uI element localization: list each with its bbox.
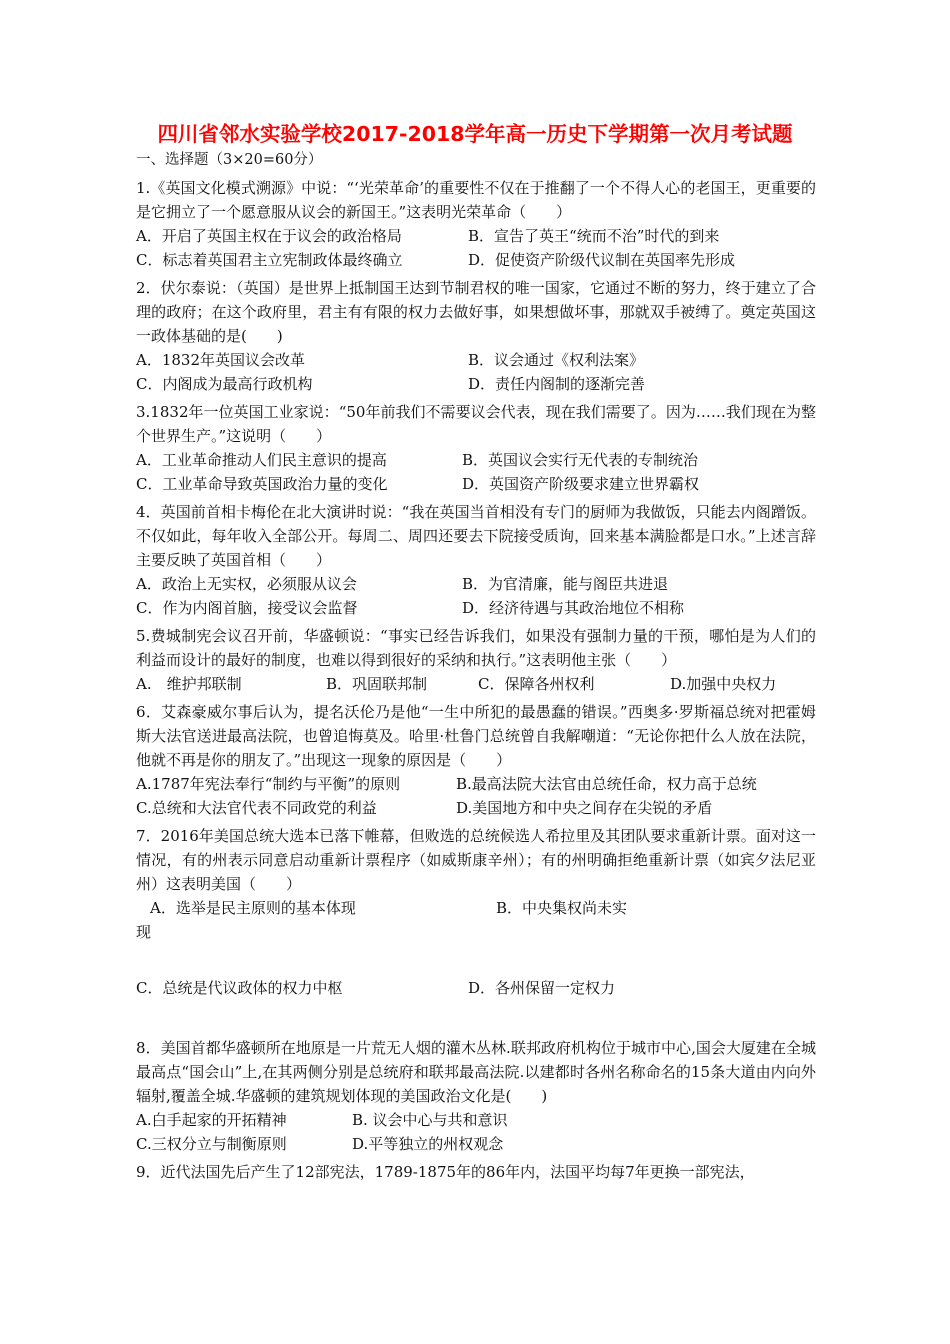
question-stem: 3.1832年一位英国工业家说：“50年前我们不需要议会代表，现在我们需要了。因为……我们现在为整个世界生产。”这说明（ ）	[136, 403, 816, 445]
option-b: B．中央集权尚未实	[496, 899, 628, 917]
question-8	[136, 1036, 816, 1156]
question-9	[136, 1160, 816, 1184]
option-b: B．英国议会实行无代表的专制统治	[462, 451, 699, 469]
option-b-continuation: 现	[136, 923, 152, 941]
option-d: D.平等独立的州权观念	[352, 1135, 504, 1153]
option-row	[136, 596, 816, 620]
option-d: D．责任内阁制的逐渐完善	[468, 375, 646, 393]
option-a: A．工业革命推动人们民主意识的提高	[136, 451, 387, 469]
option-d: D.美国地方和中央之间存在尖锐的矛盾	[456, 799, 713, 817]
option-d: D．经济待遇与其政治地位不相称	[462, 599, 685, 617]
question-stem: 7．2016年美国总统大选本已落下帷幕，但败选的总统候选人希拉里及其团队要求重新计票。面对这一情况，有的州表示同意启动重新计票程序（如威斯康辛州）；有的州明确拒绝重新计票（如宾夕法尼亚州）这表明美国（ ）	[136, 827, 816, 893]
option-row	[136, 896, 816, 920]
option-c: C．工业革命导致英国政治力量的变化	[136, 475, 388, 493]
option-c: C．作为内阁首脑，接受议会监督	[136, 599, 358, 617]
question-2	[136, 276, 816, 396]
option-d: D．促使资产阶级代议制在英国率先形成	[468, 251, 736, 269]
option-a: A.1787年宪法奉行“制约与平衡”的原则	[136, 775, 401, 793]
option-c: C．标志着英国君主立宪制政体最终确立	[136, 251, 403, 269]
option-a: A．开启了英国主权在于议会的政治格局	[136, 227, 402, 245]
option-b: B.最高法院大法官由总统任命，权力高于总统	[456, 775, 757, 793]
option-a: A．选举是民主原则的基本体现	[150, 899, 356, 917]
option-d: D．英国资产阶级要求建立世界霸权	[462, 475, 700, 493]
question-stem: 8．美国首都华盛顿所在地原是一片荒无人烟的灌木丛林.联邦政府机构位于城市中心,国会大厦建在全城最高点“国会山”上,在其两侧分别是总统府和联邦最高法院.以建都时各州名称命名的15条大道由内向外辐射,覆盖全城.华盛顿的建筑规划体现的美国政治文化是( )	[136, 1039, 816, 1105]
option-row	[136, 976, 816, 1000]
question-stem: 9．近代法国先后产生了12部宪法，1789-1875年的86年内，法国平均每7年更换一部宪法，	[136, 1163, 755, 1181]
exam-title: 四川省邻水实验学校2017-2018学年高一历史下学期第一次月考试题	[157, 122, 793, 146]
option-b-wrap	[136, 920, 816, 944]
option-a: A．1832年英国议会改革	[136, 351, 306, 369]
question-1	[136, 176, 816, 272]
option-b: B．为官清廉，能与阁臣共进退	[462, 575, 669, 593]
question-3	[136, 400, 816, 496]
question-4	[136, 500, 816, 620]
option-c: C．内阁成为最高行政机构	[136, 375, 313, 393]
question-7	[136, 824, 816, 1032]
option-a: A．政治上无实权，必须服从议会	[136, 575, 357, 593]
option-row	[136, 572, 816, 596]
question-stem: 6．艾森豪威尔事后认为，提名沃伦乃是他“一生中所犯的最愚蠢的错误。”西奥多·罗斯福总统对把霍姆斯大法官送进最高法院，也曾追悔莫及。哈里·杜鲁门总统曾自我解嘲道：“无论你把什么人放在法院，他就不再是你的朋友了。”出现这一现象的原因是（ ）	[136, 703, 816, 769]
option-row	[136, 1108, 816, 1132]
option-c: C.三权分立与制衡原则	[136, 1135, 287, 1153]
question-stem: 4．英国前首相卡梅伦在北大演讲时说：“我在英国当首相没有专门的厨师为我做饭，只能去内阁蹭饭。不仅如此，每年收入全部公开。每周二、周四还要去下院接受质询，回来基本满脸都是口水。”上述言辞主要反映了英国首相（ ）	[136, 503, 816, 569]
option-row	[136, 472, 816, 496]
exam-content	[136, 148, 816, 1184]
option-b: B. 议会中心与共和意识	[352, 1111, 508, 1129]
option-a: A.白手起家的开拓精神	[136, 1111, 287, 1129]
question-6	[136, 700, 816, 820]
option-row	[136, 1132, 816, 1156]
option-b: B．宣告了英王“统而不治”时代的到来	[468, 227, 720, 245]
section-heading: 一、选择题（3×20=60分）	[136, 152, 323, 168]
question-stem: 2．伏尔泰说：（英国）是世界上抵制国王达到节制君权的唯一国家，它通过不断的努力，终于建立了合理的政府；在这个政府里，君主有有限的权力去做好事，如果想做坏事，那就双手被缚了。奠定英国这一政体基础的是( )	[136, 279, 816, 345]
option-d: D．各州保留一定权力	[468, 979, 616, 997]
option-c: C．保障各州权利	[478, 675, 595, 693]
option-b: B．议会通过《权利法案》	[468, 351, 645, 369]
question-stem: 5.费城制宪会议召开前，华盛顿说：“事实已经告诉我们，如果没有强制力量的干预，哪怕是为人们的利益而设计的最好的制度，也难以得到很好的采纳和执行。”这表明他主张（ ）	[136, 627, 816, 669]
option-b: B．巩固联邦制	[326, 675, 428, 693]
option-row	[136, 248, 816, 272]
option-row	[136, 448, 816, 472]
option-row	[136, 672, 816, 696]
option-c: C.总统和大法官代表不同政党的利益	[136, 799, 377, 817]
option-row	[136, 772, 816, 796]
option-row	[136, 224, 816, 248]
question-stem: 1.《英国文化模式溯源》中说：“‘光荣革命’的重要性不仅在于推翻了一个不得人心的老国王，更重要的是它拥立了一个愿意服从议会的新国王。”这表明光荣革命（ ）	[136, 179, 816, 221]
option-row	[136, 348, 816, 372]
question-5	[136, 624, 816, 696]
option-d: D.加强中央权力	[670, 675, 777, 693]
option-row	[136, 372, 816, 396]
option-row	[136, 796, 816, 820]
option-c: C．总统是代议政体的权力中枢	[136, 979, 343, 997]
option-a: A. 维护邦联制	[136, 675, 242, 693]
